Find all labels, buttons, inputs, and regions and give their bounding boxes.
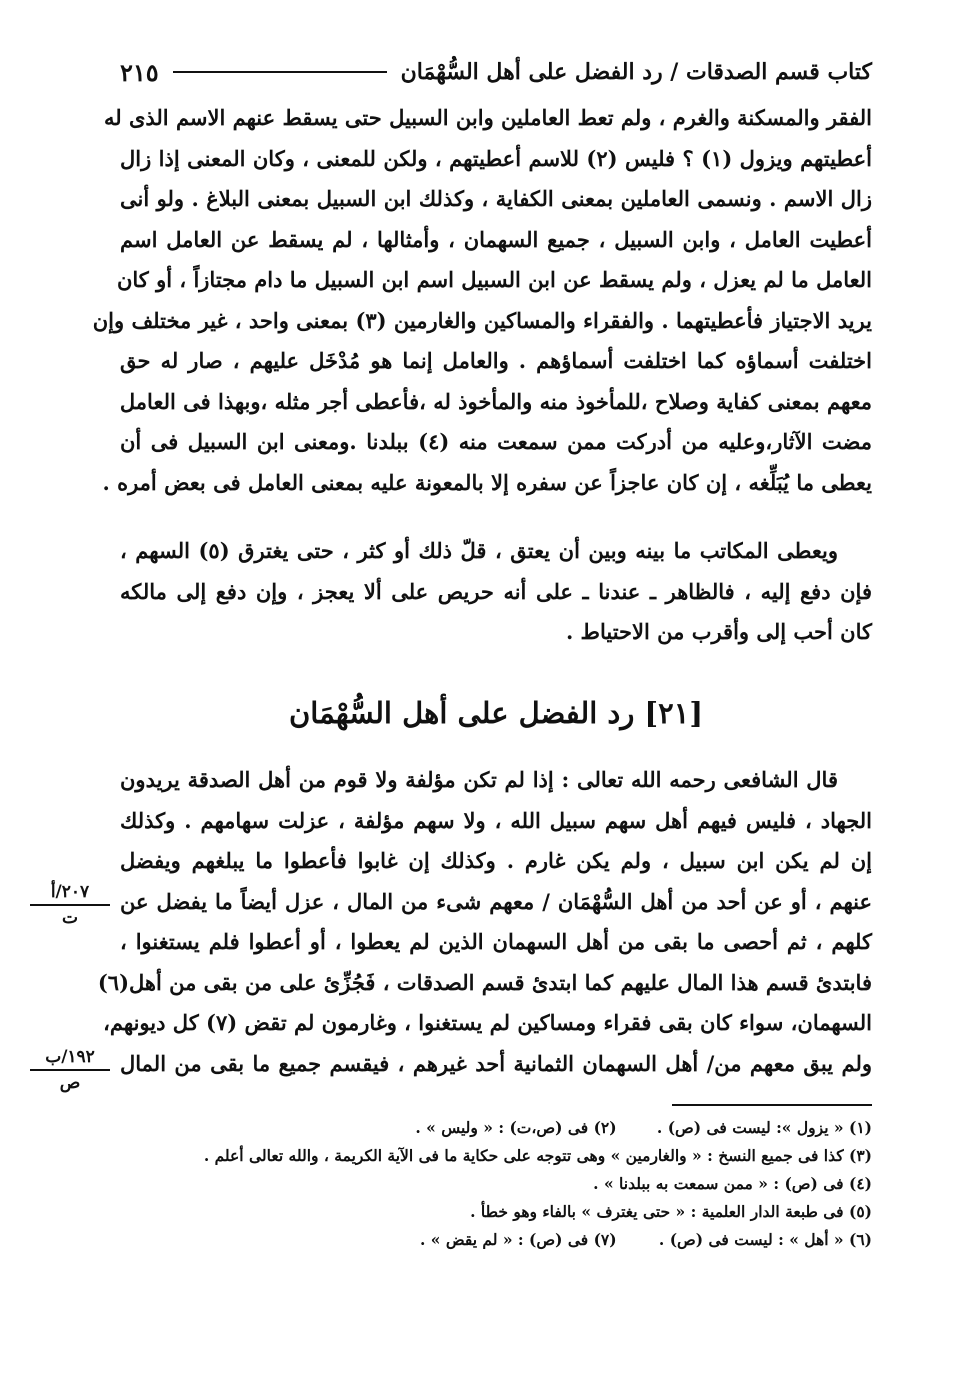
text-line: اختلفت أسماؤه كما اختلفت أسماؤهم . والعامل إنما هو مُدْخَل عليهم ، صار له حق — [120, 348, 872, 373]
footnote-row — [120, 1114, 872, 1142]
footnote: (٤) فى (ص) : « ممن سمعت به ببلدنا » . — [593, 1174, 872, 1193]
running-header — [120, 50, 872, 94]
margin-note-ref: ٢٠٧/أ — [30, 880, 110, 906]
running-title: كتاب قسم الصدقات / رد الفضل على أهل السُّهْمَان — [400, 59, 872, 85]
footnotes — [120, 1114, 872, 1254]
text-line: العامل ما لم يعزل ، ولم يسقط عن ابن السبيل اسم ابن السبيل ما دام مجتازاً ، أو كان — [116, 267, 872, 292]
paragraph-2 — [120, 531, 872, 653]
paragraph-3 — [97, 760, 872, 1084]
text-line: يريد الاجتياز فأعطيتهما . والفقراء والمساكين والغارمين (٣) بمعنى واحد ، غير مختلف وإن — [92, 307, 872, 333]
margin-note-siglum: ص — [59, 1073, 81, 1093]
paragraph-1 — [92, 98, 872, 503]
page-number: ٢١٥ — [120, 57, 159, 87]
text-line: أعطيت العامل ، وابن السبيل ، جميع السهمان ، وأمثالها ، لم يسقط عن العامل اسم — [120, 226, 872, 252]
text-line: ويعطى المكاتب ما بينه وبين أن يعتق ، قلّ ذلك أو كثر ، حتى يغترق (٥) السهم ، — [120, 538, 838, 563]
text-line: فإن دفع إليه ، فالظاهر ـ عندنا ـ على أنه حريص على ألا يعجز ، وإن دفع إلى مالكه — [120, 578, 872, 604]
text-line: معهم بمعنى كفاية وصلاح ،للمأخوذ منه والمأخوذ له ،فأعطى أجر مثله ،وبهذا فى العامل — [119, 388, 872, 414]
text-line: إن لم يكن ابن سبيل ، ولم يكن غارم . وكذلك إن غابوا فأعطوا ما يبلغهم ويفضل — [120, 848, 872, 873]
text-line: الجهاد ، فليس فيهم أهل سهم سبيل الله ، ولا سهم مؤلفة ، عزلت سهامهم . وكذلك — [120, 807, 872, 833]
header-rule — [173, 71, 387, 73]
section-heading: [٢١] رد الفضل على أهل السُّهْمَان — [288, 696, 704, 730]
text-line: فابتدئ قسم هذا المال عليهم كما ابتدئ قسم الصدقات ، فَجُزِّئ على من بقى من أهل(٦) — [97, 969, 872, 995]
text-line: أعطيتهم ويزول (١) ؟ فليس (٢) للاسم أعطيتهم ، ولكن للمعنى ، وكان المعنى إذا زال — [120, 145, 872, 171]
footnote-row — [120, 1226, 872, 1254]
text-line: كان أحب إلى وأقرب من الاحتياط . — [565, 619, 872, 644]
margin-note-siglum: ت — [61, 908, 78, 928]
text-line: عنهم ، أو عن أحد من أهل السُّهْمَان / معهم شىء من المال ، عزل أيضاً ما يفضل عن — [120, 888, 872, 914]
text-line: قال الشافعى رحمه الله تعالى : إذا لم تكن مؤلفة ولا قوم من أهل الصدقة يريدون — [120, 767, 838, 792]
footnote-rule — [672, 1104, 872, 1106]
text-line: ولم يبق معهم من/ أهل السهمان الثمانية أحد غيرهم ، فيقسم جميع ما بقى من المال — [120, 1050, 872, 1076]
text-line: زال الاسم . ونسمى العاملين بمعنى الكفاية ، وكذلك ابن السبيل بمعنى البلاغ . ولو أنى — [120, 186, 872, 211]
margin-note-ref: ١٩٢/ب — [30, 1045, 110, 1071]
margin-note — [30, 880, 110, 930]
text-line: السهمان، سواء كان بقى فقراء ومساكين لم يستغنوا ، وغارمون لم تقض (٧) كل ديونهم، — [103, 1010, 872, 1035]
text-line: الفقر والمسكنة والغرم ، ولم تعط العاملين وابن السبيل حتى يسقط عنهم الاسم الذى له — [103, 105, 872, 130]
footnote: (٦) « أهل » : ليست فى (ص) . — [658, 1230, 872, 1249]
footnote: (٥) فى طبعة الدار العلمية : « حتى يغترف » بالفاء وهو خطأ . — [470, 1202, 872, 1221]
footnote: (٧) فى (ص) : « لم يقض » . — [420, 1230, 617, 1249]
footnote: (٢) فى (ص،ت) : « وليس » . — [415, 1118, 617, 1137]
text-line: يعطى ما يُبَلِّغه ، إن كان عاجزاً عن سفره إلا بالمعونة عليه بمعنى العامل فى بعض أمره . — [102, 469, 872, 495]
margin-note — [30, 1045, 110, 1095]
footnote: (٣) كذا فى جميع النسخ : « والغارمين » وهى تتوجه على حكاية ما فى الآية الكريمة ، والله تعالى أعلم . — [203, 1146, 872, 1165]
text-line: كلهم ، ثم أحصى ما بقى من أهل السهمان الذين لم يعطوا ، أو أعطوا فلم يستغنوا ، — [120, 929, 872, 954]
text-line: مضت الآثار،وعليه من أدركت ممن سمعت منه (٤) ببلدنا .ومعنى ابن السبيل فى أن — [120, 429, 872, 454]
footnote: (١) « يزول »: ليست فى (ص) . — [656, 1118, 872, 1137]
